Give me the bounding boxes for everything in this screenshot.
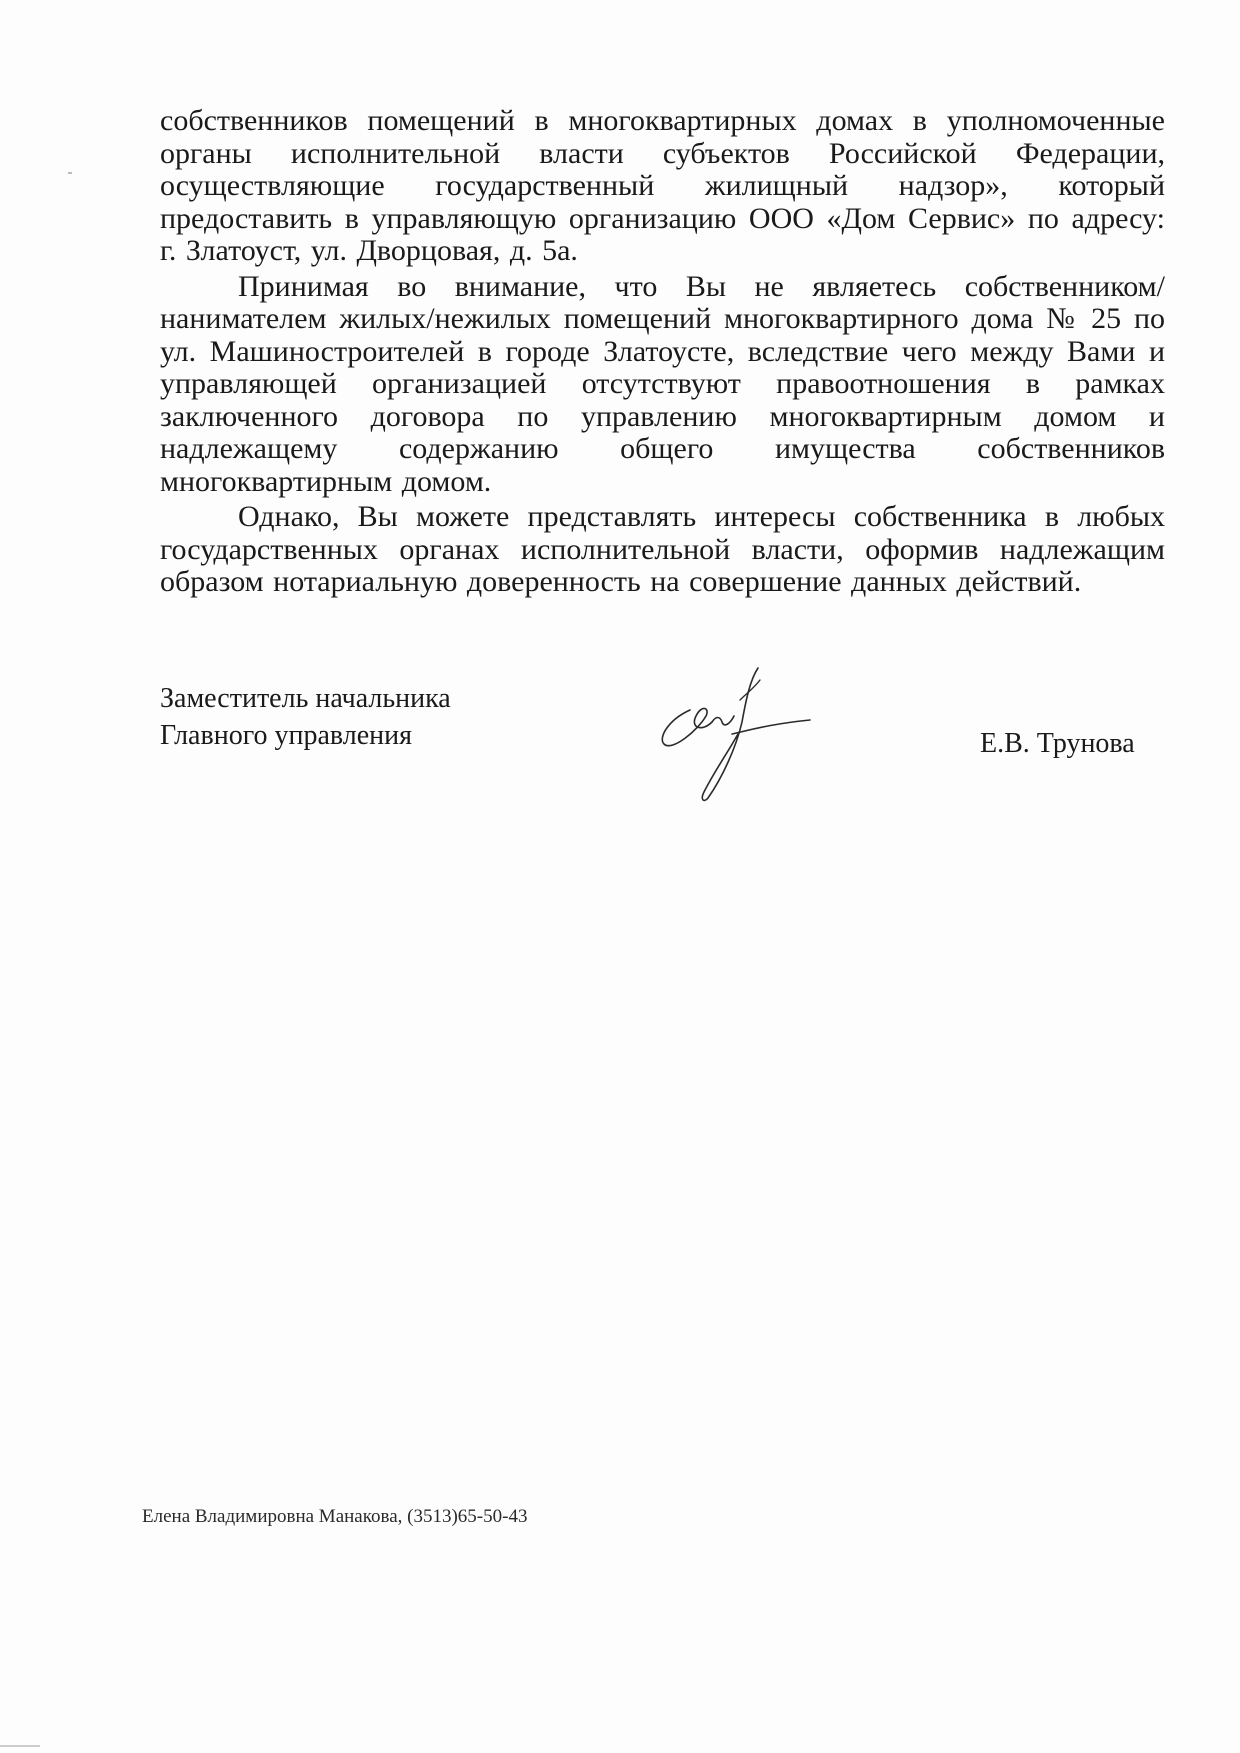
signatory-position xyxy=(160,680,451,754)
paragraph-not-owner xyxy=(160,271,1165,499)
signer-name: Е.В. Трунова xyxy=(980,728,1135,759)
paragraph-continuation xyxy=(160,105,1165,268)
handwritten-signature xyxy=(650,660,820,805)
scan-speck xyxy=(68,172,72,174)
paragraph-power-of-attorney xyxy=(160,501,1165,599)
paragraph-text: Однако, Вы можете представлять интересы собственника в любых государственных органах исполнительной власти, оформив надлежащим образом нотариальную доверенность на совершение данных действий. xyxy=(160,500,1165,598)
paragraph-text: собственников помещений в многоквартирных домах в уполномоченные органы исполнительной власти субъектов Российской Федерации, осуществляющие государственный жилищный надзор», который предоставить в управляющую организацию ООО «Дом Сервис» по адресу: г. Златоуст, ул. Дворцовая, д. 5а. xyxy=(160,104,1165,267)
letter-body xyxy=(160,105,1165,602)
position-line: Главного управления xyxy=(160,720,412,751)
scan-edge-mark xyxy=(0,1745,40,1747)
executor-contact: Елена Владимировна Манакова, (3513)65-50-43 xyxy=(142,1506,528,1527)
paragraph-text: Принимая во внимание, что Вы не являетесь собственником/нанимателем жилых/нежилых помещений многоквартирного дома № 25 по ул. Машиностроителей в городе Златоусте, вследствие чего между Вами и управляющей организацией отсутствуют правоотношения в рамках заключенного договора по управлению многоквартирным домом и надлежащему содержанию общего имущества собственников многоквартирным домом. xyxy=(160,269,1165,498)
position-line: Заместитель начальника xyxy=(160,683,451,714)
